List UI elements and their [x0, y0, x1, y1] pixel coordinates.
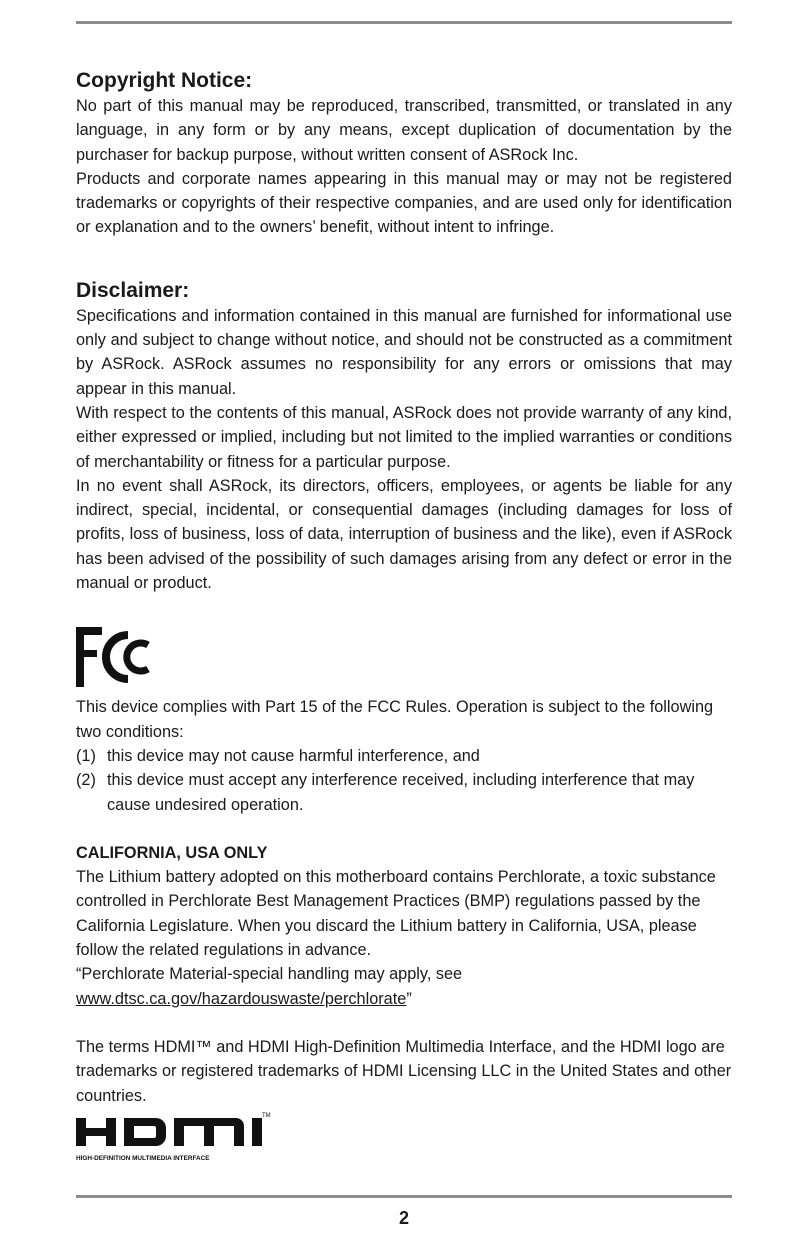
footer-rule — [76, 1195, 732, 1198]
hdmi-tagline: HIGH-DEFINITION MULTIMEDIA INTERFACE — [76, 1155, 210, 1162]
condition-number: (1) — [76, 746, 96, 765]
fcc-logo — [76, 627, 158, 687]
fcc-conditions — [76, 744, 732, 817]
condition-text: this device may not cause harmful interference, and — [107, 746, 480, 765]
quote-text: “Perchlorate Material-special handling may apply, see — [76, 965, 463, 984]
page-number: 2 — [398, 1208, 409, 1228]
condition-text: this device must accept any interference received, including interference that may cause undesired operation. — [107, 771, 695, 814]
disclaimer-paragraph-3: In no event shall ASRock, its directors, officers, employees, or agents be liable for any indirect, special, incidental, or consequential damages (including damages for loss of profits, loss of business, loss of data, interruption of business and the like), even if ASRock has been advised of the possibility of such damages arising from any defect or error in the manual or product. — [76, 476, 732, 593]
page-content — [76, 68, 732, 1108]
disclaimer-paragraph-2: With respect to the contents of this manual, ASRock does not provide warranty of any kind, either expressed or implied, including but not limited to the implied warranties or conditions of merchantability or fitness for a particular purpose. — [76, 403, 732, 471]
fcc-condition-1 — [76, 744, 732, 768]
condition-number: (2) — [76, 771, 96, 790]
fcc-condition-2 — [76, 768, 732, 817]
hdmi-tm: TM — [262, 1113, 271, 1119]
copyright-section — [76, 68, 732, 240]
disclaimer-section — [76, 278, 732, 596]
copyright-paragraph-1: No part of this manual may be reproduced, transcribed, transmitted, or translated in any language, in any form or by any means, except duplication of documentation by the purchaser for backup purpose, without written consent of ASRock Inc. — [76, 97, 732, 164]
perchlorate-quote — [76, 962, 732, 1011]
copyright-heading: Copyright Notice: — [76, 69, 253, 92]
quote-close: ” — [406, 989, 412, 1008]
copyright-paragraph-2: Products and corporate names appearing in this manual may or may not be registered trademarks or copyrights of their respective companies, and are used only for identification or explanation and to the owners’ benefit, without intent to infringe. — [76, 169, 732, 237]
hdmi-trademark-text: The terms HDMI™ and HDMI High-Definition Multimedia Interface, and the HDMI logo are trademarks or registered trademarks of HDMI Licensing LLC in the United States and other countries. — [76, 1037, 732, 1105]
disclaimer-paragraph-1: Specifications and information contained in this manual are furnished for informational use only and subject to change without notice, and should not be constructed as a commitment by ASRock. ASRock assumes no responsibility for any errors or omissions that may appear in this manual. — [76, 306, 732, 398]
disclaimer-heading: Disclaimer: — [76, 278, 190, 302]
fcc-intro: This device complies with Part 15 of the FCC Rules. Operation is subject to the following two conditions: — [76, 698, 714, 741]
california-heading: CALIFORNIA, USA ONLY — [76, 843, 268, 862]
california-paragraph: The Lithium battery adopted on this motherboard contains Perchlorate, a toxic substance controlled in Perchlorate Best Management Practices (BMP) regulations passed by the California Legislature. When you discard the Lithium battery in California, USA, please follow the related regulations in advance. — [76, 868, 716, 960]
hdmi-logo — [76, 1112, 276, 1164]
header-rule — [76, 21, 732, 24]
perchlorate-link[interactable]: www.dtsc.ca.gov/hazardouswaste/perchlorate — [76, 989, 407, 1008]
